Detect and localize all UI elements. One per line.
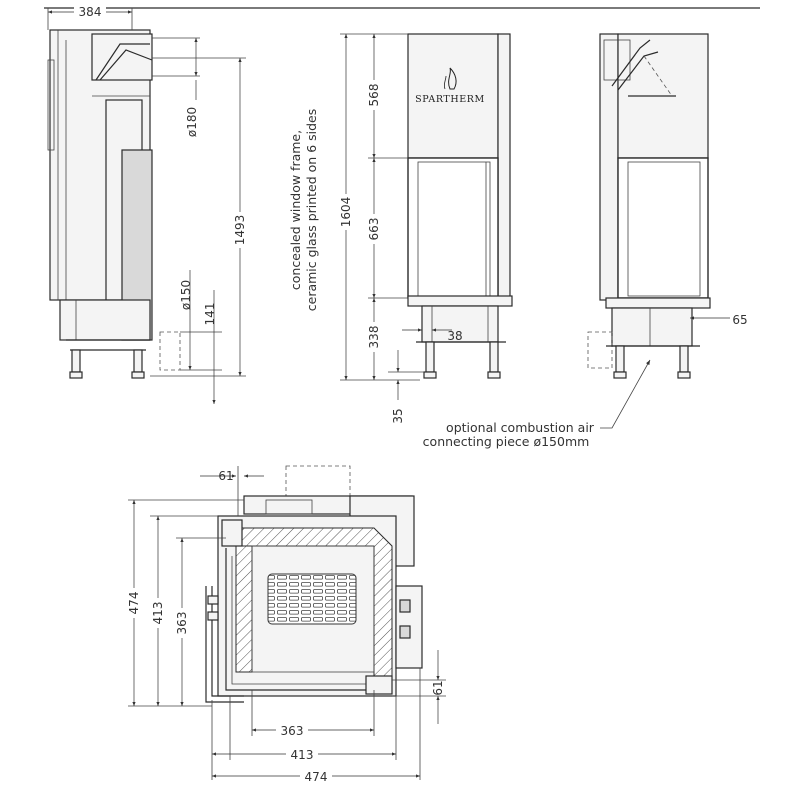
brand-logo-text: SPARTHERM [415, 94, 485, 105]
dim-1604: 1604 [339, 196, 353, 228]
dim-384: 384 [78, 5, 102, 19]
dim-plan-363-width: 363 [280, 724, 304, 738]
back-glass-window [618, 158, 708, 298]
front-view [288, 34, 512, 424]
glass-note-line1: concealed window frame, [288, 129, 303, 291]
dim-air-150: ø150 [179, 279, 193, 311]
dim-plan-top-61: 61 [218, 469, 234, 483]
dim-plan-413-depth: 413 [151, 601, 165, 625]
dim-65: 65 [732, 313, 748, 327]
plan-grate [268, 574, 356, 624]
dim-38: 38 [447, 329, 463, 343]
dim-663: 663 [367, 217, 381, 241]
glass-note-line2: ceramic glass printed on 6 sides [304, 108, 319, 312]
combustion-note-line1: optional combustion air [446, 420, 594, 435]
dim-plan-413-width: 413 [290, 748, 314, 762]
dim-338: 338 [367, 325, 381, 349]
dim-35: 35 [391, 408, 405, 424]
front-glass-window [408, 158, 498, 298]
plan-view [126, 466, 446, 784]
dim-plan-right-61: 61 [431, 680, 445, 696]
dim-plan-474-depth: 474 [127, 591, 141, 615]
side-view [48, 4, 248, 404]
dim-141: 141 [203, 302, 217, 326]
plan-refractory-left [236, 546, 252, 672]
dim-1493: 1493 [233, 214, 247, 246]
dim-568: 568 [367, 83, 381, 107]
dim-plan-363-depth: 363 [175, 611, 189, 635]
dim-plan-474-width: 474 [304, 770, 328, 784]
combustion-note-line2: connecting piece ø150mm [422, 434, 590, 449]
dim-flue-180: ø180 [185, 106, 199, 138]
